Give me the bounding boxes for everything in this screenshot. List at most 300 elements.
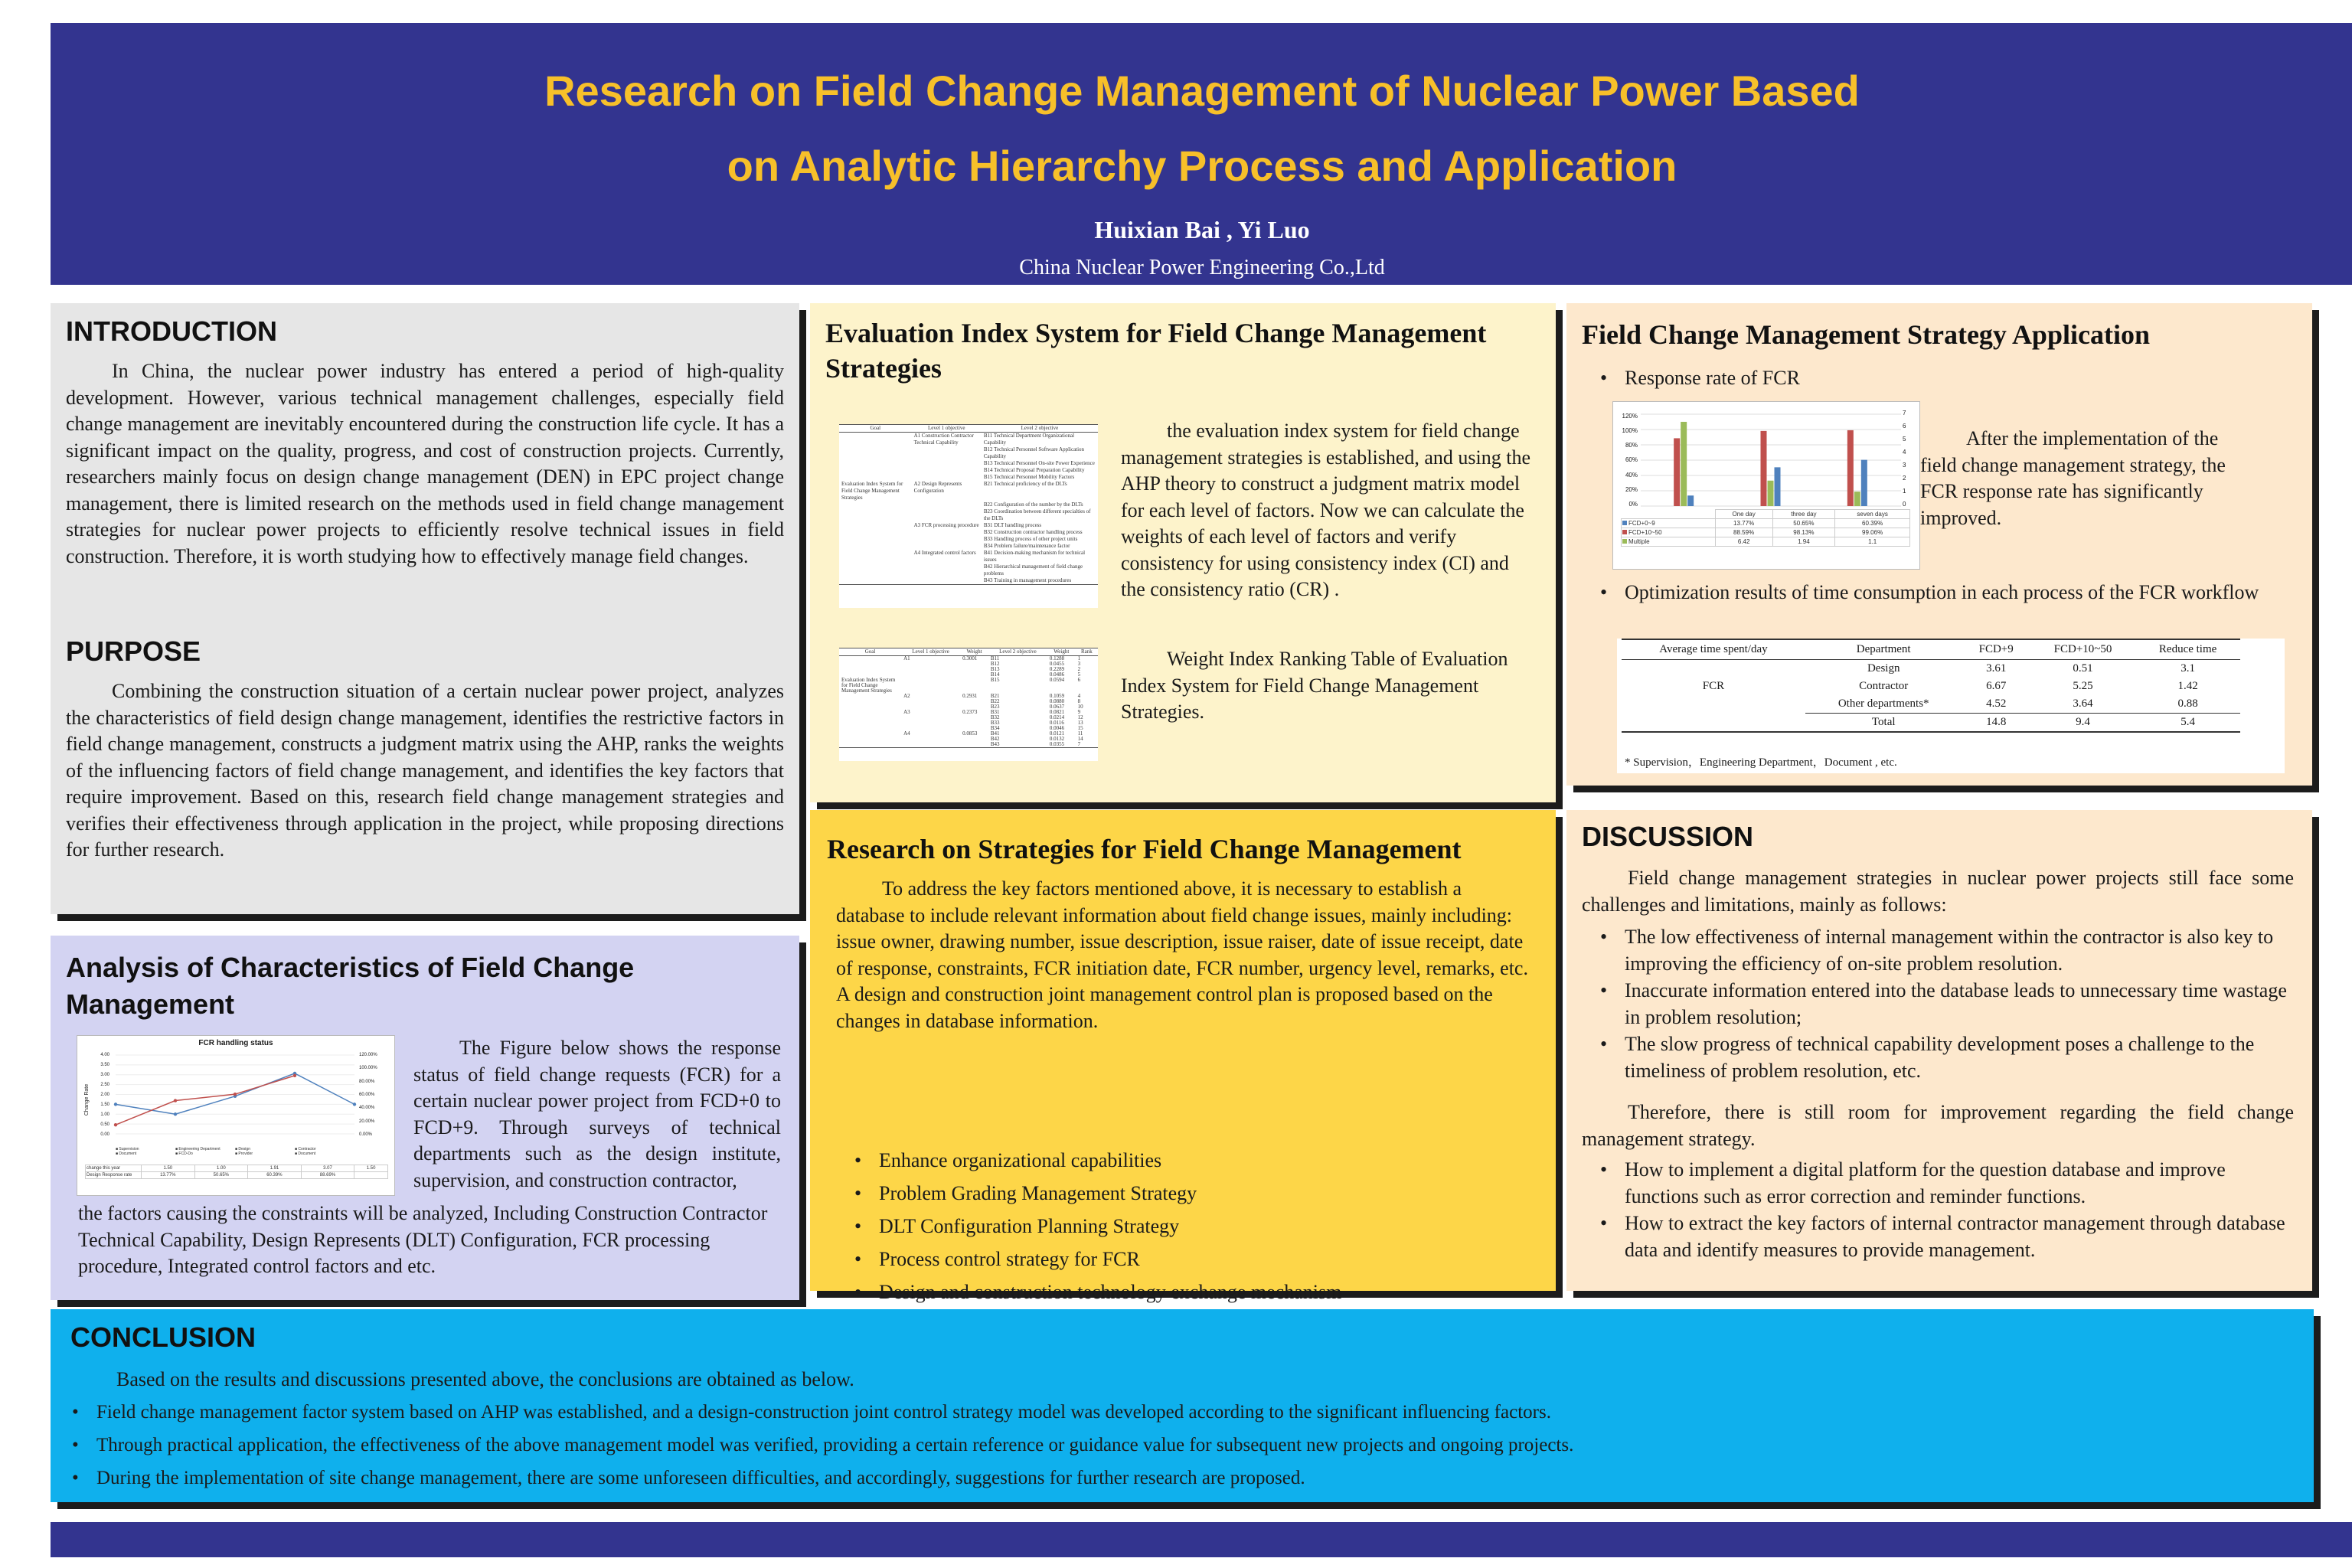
data-point [114, 1123, 117, 1126]
y2-axis-tick-label: 1 [1903, 488, 1906, 495]
discussion-bullets-1 [1582, 923, 2294, 1084]
response-rate-chart [1612, 401, 1920, 570]
affiliation: China Nuclear Power Engineering Co.,Ltd [1019, 256, 1385, 279]
table-cell [839, 550, 912, 564]
legend-label: ■ Document [295, 1152, 316, 1156]
table-cell: A1 [903, 655, 910, 662]
table-cell: 12 [1077, 714, 1083, 720]
y-axis-tick-label: 3.00 [100, 1073, 109, 1077]
legend-entry [175, 1152, 235, 1156]
table-cell [901, 699, 960, 704]
table-cell: B41 Decision-making mechanism for technical issues [983, 550, 1086, 563]
table-cell: B31 [990, 709, 1000, 715]
strategy-heading: Research on Strategies for Field Change Management [827, 834, 1462, 864]
legend-label: Design Response rate [86, 1172, 142, 1179]
y2-axis-tick-label: 0 [1903, 501, 1906, 508]
table-cell [912, 536, 982, 543]
table-cell [839, 737, 901, 742]
table-cell: 0.2373 [962, 709, 978, 715]
table-cell: 5.4 [2135, 714, 2240, 733]
table-cell [912, 467, 982, 474]
table-cell: 11 [1077, 730, 1083, 737]
y-axis-tick-label: 100% [1622, 427, 1638, 435]
discussion-text1: Field change management strategies in nuclear power projects still face some challenges and limitations, mainly as follows: [1582, 867, 2294, 916]
data-label: 60.39% [1835, 519, 1910, 528]
discussion-bullets-2 [1582, 1156, 2294, 1263]
table-cell: A2 Design Represents Configuration [913, 481, 962, 494]
table-cell: 14 [1077, 736, 1083, 742]
table-header-cell: Reduce time [2135, 639, 2240, 660]
table-cell: 3.64 [2073, 697, 2093, 710]
table-cell: 3.61 [1986, 662, 2007, 675]
table-header-cell: FCD+9 [1962, 639, 2030, 660]
table-cell: 4 [1077, 693, 1081, 699]
table-row [839, 742, 1098, 748]
table-row [839, 564, 1098, 577]
table-cell: 15 [1077, 725, 1083, 731]
table-cell [839, 694, 901, 699]
evaluation-panel [810, 303, 1556, 802]
table-header-row [839, 648, 1098, 656]
table-cell: B31 DLT handling process [983, 522, 1042, 528]
y2-axis-tick-label: 5 [1903, 436, 1906, 443]
data-label: 88.59% [1715, 528, 1772, 537]
response-rate-data-table [1621, 509, 1910, 547]
table-cell: 0.1288 [1049, 655, 1065, 662]
legend-label: FCD+10~50 [1628, 529, 1662, 536]
x-axis-category-label: One day [1715, 510, 1772, 519]
legend-entry [116, 1152, 175, 1156]
table-cell: B23 Coordination between different specialties of the DLTs [983, 508, 1091, 521]
analysis-text-bottom: the factors causing the constraints will be analyzed, Including Construction Contractor Technical Capability, Design Represents (DLT) Configuration, FCR processing procedure, Integrated control factors and etc. [78, 1202, 768, 1277]
table-cell [901, 662, 960, 667]
y-axis-tick-label: 0.00 [100, 1132, 109, 1137]
data-label: 1.50 [142, 1165, 195, 1172]
analysis-panel [51, 936, 799, 1300]
y2-axis-tick-label: 6 [1903, 423, 1906, 430]
poster-title-line1: Research on Field Change Management of Nuclear Power Based [544, 67, 1860, 115]
table-cell: B32 Construction contractor handling process [983, 529, 1083, 535]
table-cell: B32 [990, 714, 1000, 720]
table-row [1622, 528, 1910, 537]
strategy-bullet: • Process control strategy for FCR [836, 1243, 1525, 1276]
table-cell: Total [1805, 714, 1962, 733]
table-cell [839, 501, 912, 508]
discussion-bullet: • The slow progress of technical capability development poses a challenge to the timeliness of problem resolution, etc. [1582, 1031, 2294, 1084]
table-cell: 1 [1077, 655, 1081, 662]
table-cell: 0.2931 [962, 693, 978, 699]
table-cell: 0.88 [2177, 697, 2198, 710]
table-cell: 0.0046 [1049, 725, 1065, 731]
strategy-bullet: • Problem Grading Management Strategy [836, 1177, 1525, 1210]
table-header-cell: Level 1 objective [901, 648, 960, 656]
table-cell [839, 474, 912, 481]
legend-label: ■ Supervision [116, 1147, 139, 1152]
bar [1687, 495, 1694, 506]
legend-label: ■ Design [235, 1147, 250, 1152]
table-cell: B33 Handling process of other project units [983, 536, 1078, 542]
fcr-handling-chart [77, 1035, 395, 1196]
y2-axis-tick-label: 60.00% [359, 1092, 375, 1097]
legend-label: ■ Engineering Department [175, 1147, 220, 1152]
y-axis-tick-label: 2.00 [100, 1093, 109, 1097]
table-cell [839, 529, 912, 536]
table-cell [960, 742, 988, 748]
legend-swatch [1622, 530, 1627, 534]
strategy-panel [810, 810, 1556, 1303]
table-header-cell: Level 2 objective [982, 425, 1098, 433]
table-cell: B15 Technical Personnel Mobility Factors [983, 474, 1075, 480]
table-cell [901, 742, 960, 748]
table-cell [839, 662, 901, 667]
table-cell [960, 737, 988, 742]
data-label: 1.1 [1835, 537, 1910, 547]
application-chart-text: After the implementation of the field change management strategy, the FCR response rate has significantly improved. [1920, 427, 2226, 529]
table-cell: A1 Construction Contractor Technical Capability [913, 433, 974, 446]
table-row [839, 501, 1098, 508]
application-heading: Field Change Management Strategy Application [1582, 319, 2150, 350]
table-header-row [1622, 510, 1910, 519]
table-cell: 9 [1077, 709, 1081, 715]
table-row [86, 1165, 388, 1172]
table-row [839, 678, 1098, 694]
table-cell: B34 Problem failure/maintenance factor [983, 543, 1070, 549]
y2-axis-tick-label: 40.00% [359, 1106, 375, 1111]
legend-label: ■ Document [116, 1152, 137, 1156]
bar [1681, 422, 1687, 506]
y-axis-tick-label: 0% [1628, 500, 1638, 508]
discussion-bullet: • How to extract the key factors of internal contractor management through database data and identify measures to provide management. [1582, 1210, 2294, 1263]
table-cell: A4 Integrated control factors [913, 550, 976, 556]
table-cell: B14 Technical Proposal Preparation Capability [983, 467, 1085, 473]
table-cell: Other departments* [1838, 697, 1929, 710]
table-cell [912, 501, 982, 508]
y2-axis-tick-label: 20.00% [359, 1119, 375, 1124]
application-bullet1: • Response rate of FCR [1582, 364, 2271, 391]
data-label: 1.50 [354, 1165, 388, 1172]
table-cell [901, 672, 960, 678]
purpose-heading: PURPOSE [66, 635, 201, 667]
table-cell [901, 737, 960, 742]
table-cell [839, 446, 912, 460]
data-point [114, 1102, 117, 1106]
table-cell [912, 474, 982, 481]
table-header-row [839, 425, 1098, 433]
table-cell [960, 667, 988, 672]
table-cell [901, 720, 960, 726]
table-header-cell: Weight [1047, 648, 1076, 656]
data-label: 13.77% [142, 1172, 195, 1179]
table-cell: B15 [990, 677, 1000, 683]
legend-label: ■ FCD-Do [175, 1152, 193, 1156]
legend-swatch [1622, 521, 1627, 525]
table-row [839, 536, 1098, 543]
series-line [116, 1076, 295, 1125]
table-cell: A3 FCR processing procedure [913, 522, 979, 528]
y-axis-tick-label: 40% [1625, 471, 1638, 479]
data-point [353, 1102, 356, 1106]
table-cell [839, 460, 912, 467]
table-row [839, 460, 1098, 467]
conclusion-bullets [54, 1396, 2289, 1494]
table-cell [1622, 714, 1805, 733]
data-point [174, 1112, 177, 1116]
table-cell [960, 699, 988, 704]
introduction-text: In China, the nuclear power industry has entered a period of high-quality development. However, various technical management challenges, especially field change management are inevitably encountered during the construction life cycle. It has a significant impact on the quality, progress, and cost of construction projects. Currently, researchers mainly focus on design change management (DEN) in EPC project change management, there is limited research on the methods used in field change management strategies for nuclear power projects to efficiently resolve technical issues in field construction. Therefore, it is worth studying how to effectively manage field changes. [66, 360, 784, 567]
table-cell [839, 726, 901, 731]
table-cell: 0.3001 [962, 655, 978, 662]
authors: Huixian Bai , Yi Luo [1094, 216, 1310, 243]
poster-footer-bar [51, 1522, 2352, 1557]
analysis-text-side: The Figure below shows the response status of field change requests (FCR) for a certain nuclear power project from FCD+0 to FCD+9. Through surveys of technical departments such as the design institute, supervision, and construction contractor, [413, 1037, 781, 1191]
table-cell [839, 742, 901, 748]
weight-ranking-table [839, 648, 1098, 761]
table-cell: 9.4 [2030, 714, 2135, 733]
table-header-cell: Rank [1076, 648, 1098, 656]
application-bullet2: • Optimization results of time consumption in each process of the FCR workflow [1582, 579, 2271, 606]
table-header-cell: Department [1805, 639, 1962, 660]
table-header-cell: Level 1 objective [912, 425, 982, 433]
fcr-chart-data-table [85, 1165, 388, 1179]
data-label: 1.91 [248, 1165, 302, 1172]
strategy-bullet: • DLT Configuration Planning Strategy [836, 1210, 1525, 1243]
y2-axis-tick-label: 2 [1903, 475, 1906, 482]
table-cell: B21 [990, 693, 1000, 699]
table-header-cell: Goal [839, 425, 912, 433]
index-system-table [839, 424, 1098, 608]
discussion-panel [1566, 810, 2312, 1291]
table-header-cell: Average time spent/day [1622, 639, 1805, 660]
poster-title-line2: on Analytic Hierarchy Process and Application [727, 142, 1677, 190]
application-panel [1566, 303, 2312, 786]
introduction-heading: INTRODUCTION [66, 315, 277, 347]
discussion-bullet: • The low effectiveness of internal management within the contractor is also key to improving the efficiency of on-site problem resolution. [1582, 923, 2294, 977]
table-row [839, 446, 1098, 460]
discussion-text2: Therefore, there is still room for improvement regarding the field change management strategy. [1582, 1101, 2294, 1150]
y-axis-tick-label: 3.50 [100, 1063, 109, 1067]
table-cell [912, 564, 982, 577]
time-optimization-table [1622, 639, 2240, 733]
table-cell: 8 [1077, 698, 1081, 704]
table-footnote: * Supervision，Engineering Department，Document , etc. [1625, 756, 1897, 769]
conclusion-text: Based on the results and discussions presented above, the conclusions are obtained as below. [116, 1368, 854, 1390]
bar [1861, 460, 1867, 506]
table-cell [839, 536, 912, 543]
table-cell [960, 662, 988, 667]
data-label: 99.06% [1835, 528, 1910, 537]
fcr-chart-legend [116, 1147, 354, 1156]
table-cell: B33 [990, 720, 1000, 726]
strategy-text: To address the key factors mentioned above, it is necessary to establish a database to include relevant information about field change issues, mainly including: issue owner, drawing number, issue description, issue raiser, date of issue receipt, date of response, constraints, FCR initiation date, FCR number, urgency level, remarks, etc. A design and construction joint management control plan is proposed based on the changes in database information. [836, 877, 1528, 1032]
analysis-heading: Analysis of Characteristics of Field Change Management [66, 952, 635, 1020]
table-header-row [1622, 639, 2240, 660]
table-cell: Design [1867, 662, 1900, 675]
table-group-cell: FCR [1702, 680, 1725, 693]
table-cell [901, 667, 960, 672]
bar [1674, 438, 1680, 506]
table-cell [912, 460, 982, 467]
table-cell: B42 [990, 736, 1000, 742]
data-label: 50.65% [1772, 519, 1835, 528]
time-optimization-table-box [1617, 639, 2285, 773]
discussion-bullet: • Inaccurate information entered into the database leads to unnecessary time wastage in problem resolution; [1582, 977, 2294, 1031]
table-cell: 2 [1077, 666, 1081, 672]
fcr-chart-ylabel: Change Rate [84, 1083, 90, 1116]
y-axis-tick-label: 1.00 [100, 1112, 109, 1117]
legend-label: change this year [86, 1165, 142, 1172]
x-axis-category-label: three day [1772, 510, 1835, 519]
strategy-bullet: • Design and construction technology exchange mechanism [836, 1276, 1525, 1308]
data-label: 1.00 [194, 1165, 248, 1172]
y2-axis-tick-label: 4 [1903, 449, 1906, 456]
table-cell [839, 667, 901, 672]
legend-entry [235, 1152, 295, 1156]
table-cell [839, 704, 901, 710]
data-point [174, 1099, 177, 1102]
table-cell: 0.0355 [1049, 741, 1065, 747]
legend-entry [295, 1152, 354, 1156]
table-cell [912, 508, 982, 522]
table-row [839, 550, 1098, 564]
table-cell [839, 656, 901, 662]
table-cell: 10 [1077, 704, 1083, 710]
strategy-bullet: • Enhance organizational capabilities [836, 1144, 1525, 1177]
y2-axis-tick-label: 80.00% [359, 1079, 375, 1084]
table-cell: B41 [990, 730, 1000, 737]
table-cell: 0.0637 [1049, 704, 1065, 710]
y2-axis-tick-label: 120.00% [359, 1053, 377, 1057]
table-cell: B42 Hierarchical management of field change problems [983, 564, 1083, 577]
table-cell: B12 Technical Personnel Software Application Capability [983, 446, 1085, 459]
table-cell: 0.1059 [1049, 693, 1065, 699]
y-axis-tick-label: 80% [1625, 442, 1638, 449]
y-axis-tick-label: 1.50 [100, 1102, 109, 1107]
legend-label: Multiple [1628, 538, 1650, 545]
evaluation-text2: Weight Index Ranking Table of Evaluation Index System for Field Change Management Strategies. [1121, 648, 1508, 723]
legend-swatch [1622, 539, 1627, 544]
fcr-chart-title: FCR handling status [198, 1039, 273, 1047]
table-cell: 0.0116 [1049, 720, 1064, 726]
y-axis-tick-label: 120% [1622, 413, 1638, 420]
y-axis-tick-label: 60% [1625, 456, 1638, 464]
table-cell: B11 [990, 655, 1000, 662]
legend-entry [1622, 519, 1716, 528]
table-cell: 0.0214 [1049, 714, 1065, 720]
table-cell: 7 [1077, 741, 1081, 747]
table-cell: 5 [1077, 671, 1081, 678]
table-cell [839, 699, 901, 704]
legend-label: ■ Contractor [295, 1147, 316, 1152]
table-cell: 0.0880 [1049, 698, 1065, 704]
table-row [1622, 660, 2240, 678]
table-cell: 13 [1077, 720, 1083, 726]
table-cell: 0.2289 [1049, 666, 1065, 672]
table-cell [960, 678, 988, 694]
table-cell: Contractor [1859, 680, 1909, 692]
table-cell [901, 715, 960, 720]
data-label: 98.13% [1772, 528, 1835, 537]
table-cell: A4 [903, 730, 910, 737]
data-label [354, 1172, 388, 1179]
table-cell: B11 Technical Department Organizational Capability [983, 433, 1075, 446]
table-cell: A2 [903, 693, 910, 699]
data-label: 50.65% [194, 1172, 248, 1179]
legend-entry [1622, 528, 1716, 537]
table-cell [839, 715, 901, 720]
table-cell: 0.0121 [1049, 730, 1065, 737]
table-cell: B13 Technical Personnel On-site Power Experience [983, 460, 1095, 466]
table-cell [912, 543, 982, 550]
conclusion-bullet: • Through practical application, the effectiveness of the above management model was verified, providing a certain reference or guidance value for subsequent new projects and ongoing projects. [54, 1429, 2289, 1462]
table-row [839, 467, 1098, 474]
table-cell: B12 [990, 661, 1000, 667]
discussion-heading: DISCUSSION [1582, 821, 1754, 852]
table-row [1622, 714, 2240, 733]
legend-entry [1622, 537, 1716, 547]
bar [1761, 431, 1767, 506]
legend-label: ■ Provider [235, 1152, 253, 1156]
table-cell [1622, 510, 1716, 519]
table-row [1622, 519, 1910, 528]
data-label: 88.69% [301, 1172, 354, 1179]
table-cell [839, 710, 901, 715]
table-cell [839, 564, 912, 577]
table-header-cell: FCD+10~50 [2030, 639, 2135, 660]
table-cell: 14.8 [1962, 714, 2030, 733]
table-cell [912, 529, 982, 536]
table-cell: A3 [903, 709, 910, 715]
table-row [839, 508, 1098, 522]
data-label: 60.39% [248, 1172, 302, 1179]
table-cell: B23 [990, 704, 1000, 710]
table-cell: B43 [990, 741, 1000, 747]
table-cell [960, 672, 988, 678]
table-row [1622, 537, 1910, 547]
evaluation-text1: the evaluation index system for field change management strategies is established, and using the AHP theory to construct a judgment matrix model for each level of factors. Now we can calculate the weights of each level of factors and verify consistency for using consistency index (CI) and the consistency ratio (CR) . [1121, 420, 1531, 600]
table-cell: 3.1 [2180, 662, 2195, 675]
data-label: 3.07 [301, 1165, 354, 1172]
table-cell [960, 720, 988, 726]
table-cell [839, 731, 901, 737]
table-cell [839, 522, 912, 529]
table-cell: 0.0821 [1049, 709, 1065, 715]
table-cell [912, 446, 982, 460]
bar [1775, 467, 1781, 506]
conclusion-bullet: • Field change management factor system based on AHP was established, and a design-construction joint control strategy model was developed according to the significant influencing factors. [54, 1396, 2289, 1429]
table-cell: B22 Configuration of the number by the DLTs [983, 501, 1083, 508]
introduction-panel [51, 303, 799, 914]
data-label: 6.42 [1715, 537, 1772, 547]
table-header-cell: Goal [839, 648, 901, 656]
table-cell: 0.0132 [1049, 736, 1065, 742]
x-axis-category-label: seven days [1835, 510, 1910, 519]
conclusion-bullet: • During the implementation of site change management, there are some unforeseen difficulties, and accordingly, suggestions for further research are proposed. [54, 1462, 2289, 1494]
data-point [234, 1093, 237, 1096]
table-cell: Evaluation Index System for Field Change Management Strategies [841, 677, 896, 694]
table-cell [839, 720, 901, 726]
table-row [86, 1172, 388, 1179]
y-axis-tick-label: 0.50 [100, 1122, 109, 1127]
table-cell [839, 577, 912, 585]
conclusion-heading: CONCLUSION [70, 1321, 256, 1353]
table-cell: B13 [990, 666, 1000, 672]
data-label: 13.77% [1715, 519, 1772, 528]
table-cell: B14 [990, 671, 1000, 678]
table-row [839, 577, 1098, 585]
table-cell: B43 Training in management procedures [983, 577, 1072, 583]
table-cell: Evaluation Index System for Field Change Management Strategies [841, 481, 903, 501]
y2-axis-tick-label: 0.00% [359, 1132, 373, 1137]
